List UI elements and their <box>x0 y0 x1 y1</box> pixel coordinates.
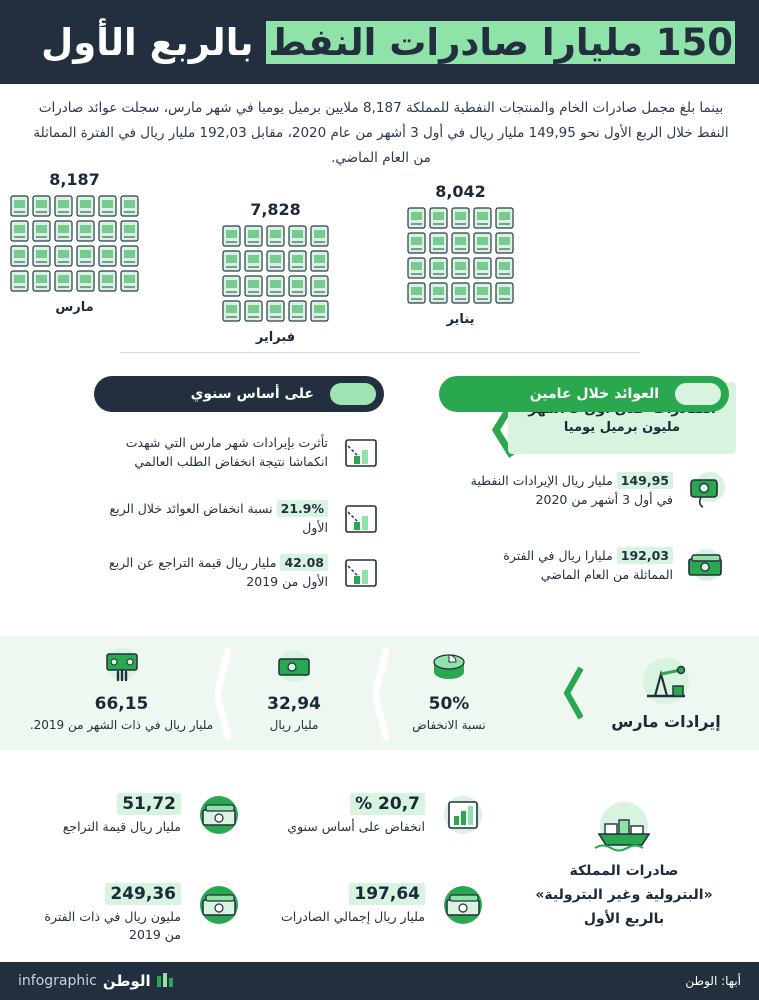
revenue-item-1 <box>419 470 729 510</box>
exports-item-prev-period <box>32 882 247 945</box>
picto-group-march <box>10 170 139 315</box>
exports-title-line2: «البترولية وغير البترولية» <box>535 886 713 903</box>
picto-grid-march <box>10 195 139 292</box>
exports-item-total-value: 197,64 <box>349 883 425 905</box>
hand-money-icon <box>98 648 146 686</box>
exports-title-line1: صادرات المملكة <box>569 863 679 879</box>
money-hand-icon <box>683 470 729 510</box>
banknote-icon <box>272 648 316 686</box>
exports-title-block <box>509 800 739 931</box>
badge-line-2: مليون برميل يوميا <box>563 420 681 435</box>
exports-item-annual-drop <box>271 792 491 838</box>
exports-item-annual-drop-value: 20,7 % <box>350 793 425 815</box>
exports-item-prev-period-value: 249,36 <box>105 883 181 905</box>
picto-value-february: 7,828 <box>250 200 301 219</box>
annual-item-3-sub: الأول من 2019 <box>246 574 328 589</box>
banner-cell-2 <box>214 648 374 734</box>
revenue-item-2-value: 192,03 <box>617 547 673 564</box>
exports-item-total-label: مليار ريال إجمالي الصادرات <box>280 908 425 924</box>
annual-item-2 <box>84 498 384 538</box>
chart-down-icon <box>338 552 384 592</box>
exports-item-decline-value <box>32 792 247 838</box>
page-title-highlight: 150 مليارا صادرات النفط <box>268 20 733 64</box>
annual-item-1-unit: تأثرت بإيرادات شهر مارس التي شهدت <box>125 434 328 450</box>
header-bar <box>0 0 759 84</box>
march-revenues-title: إيرادات مارس <box>611 711 721 731</box>
exports-item-prev-period-text <box>32 882 181 945</box>
annual-item-3-text <box>109 553 328 592</box>
exports-item-decline-value-num: 51,72 <box>117 793 181 815</box>
picto-value-march: 8,187 <box>49 170 100 189</box>
picto-group-january <box>407 182 514 327</box>
intro-paragraph: بينما بلغ مجمل صادرات الخام والمنتجات النفطية للمملكة 8,187 ملايين برميل يوميا في شهر مارس، سجلت عوائد صادرات النفط خلال الربع الأول نحو 149,95 مليار ريال في أول 3 أشهر من عام 2020، مقابل 192,03 مليار ريال في الفترة المماثلة من العام الماضي. <box>33 100 729 166</box>
bar-chart-icon <box>435 792 491 838</box>
exports-title-line3: بالربع الأول <box>583 910 665 927</box>
pie-chart-icon <box>427 648 471 686</box>
cash-stack-icon <box>683 545 729 585</box>
banner-separator <box>215 648 231 740</box>
picto-grid-january <box>407 207 514 304</box>
revenue-item-1-text <box>471 471 673 510</box>
footer-brand <box>18 972 179 990</box>
annual-item-2-value: 21.9% <box>277 500 328 517</box>
exports-item-total-text <box>281 882 425 926</box>
banner-cell-1 <box>29 648 214 734</box>
exports-item-decline-text <box>63 792 181 836</box>
banner-cell-2-value: 32,94 <box>267 694 321 714</box>
banner-cell-3-label: نسبة الانخفاض <box>412 718 486 732</box>
exports-item-total <box>271 882 491 928</box>
banner-cell-3 <box>369 648 529 734</box>
revenue-item-1-sub: في أول 3 أشهر من 2020 <box>535 492 673 507</box>
revenue-item-2-text <box>503 546 673 585</box>
logo-bars-icon <box>157 973 179 989</box>
footer-infographic-label: infographic <box>18 973 97 989</box>
revenue-item-2 <box>419 545 729 585</box>
revenue-item-1-unit: مليار ريال الإيرادات النفطية <box>470 472 613 488</box>
panel-title-revenues <box>439 376 729 412</box>
annual-item-3-unit: مليار ريال قيمة التراجع عن الربع <box>108 554 277 570</box>
annual-item-3 <box>84 552 384 592</box>
cargo-ship-icon <box>585 800 663 856</box>
cash-stack-icon <box>435 882 491 928</box>
banner-cell-2-label: مليار ريال <box>269 718 319 732</box>
revenue-item-1-value: 149,95 <box>617 472 673 489</box>
banner-separator <box>373 648 389 740</box>
annual-item-2-unit: نسبة انخفاض العوائد خلال الربع الأول <box>109 500 328 535</box>
cash-stack-icon <box>191 792 247 838</box>
picto-grid-february <box>222 225 329 322</box>
pill-accent <box>675 383 721 405</box>
picto-label-february: فبراير <box>255 330 296 345</box>
section-divider <box>120 352 640 353</box>
page-title-rest: بالربع الأول <box>41 20 254 64</box>
oil-pump-icon <box>633 656 699 706</box>
annual-item-2-text <box>84 499 328 538</box>
picto-label-march: مارس <box>55 300 94 315</box>
revenue-item-2-unit: مليارا ريال في الفترة <box>503 547 613 563</box>
cash-stack-icon <box>191 882 247 928</box>
exports-item-annual-drop-label: انخفاض على أساس سنوي <box>287 818 425 834</box>
picto-label-january: يناير <box>446 312 475 327</box>
annual-item-1-sub: انكماشا نتيجة انخفاض الطلب العالمي <box>134 454 328 469</box>
banner-cell-1-label: مليار ريال في ذات الشهر من 2019. <box>29 718 214 732</box>
revenue-item-2-sub: المماثلة من العام الماضي <box>540 567 673 582</box>
panel-title-revenues-label: العوائد خلال عامين <box>529 386 659 402</box>
annual-item-1-text <box>126 433 328 472</box>
footer-brand-name: الوطن <box>102 972 151 990</box>
banner-cell-3-value: 50% <box>428 694 470 714</box>
march-revenues-title-block <box>591 636 741 750</box>
chart-down-icon <box>338 498 384 538</box>
picto-group-february <box>222 200 329 345</box>
picto-value-january: 8,042 <box>435 182 486 201</box>
banner-cell-1-value: 66,15 <box>94 694 149 714</box>
footer-bar <box>0 962 759 1000</box>
annual-item-3-value: 42.08 <box>280 554 328 571</box>
pill-accent-dark <box>330 383 376 405</box>
chevron-left-icon <box>563 666 583 720</box>
panel-title-annual <box>94 376 384 412</box>
footer-source: أبها: الوطن <box>685 974 741 988</box>
exports-item-decline-label: مليار ريال قيمة التراجع <box>62 818 181 834</box>
exports-item-prev-period-label: مليون ريال في ذات الفترة من 2019 <box>44 908 181 943</box>
page-title <box>41 21 735 64</box>
panel-title-annual-label: على أساس سنوي <box>190 386 314 402</box>
exports-item-annual-drop-text <box>287 792 425 836</box>
chart-down-icon <box>338 432 384 472</box>
annual-item-1 <box>84 432 384 472</box>
